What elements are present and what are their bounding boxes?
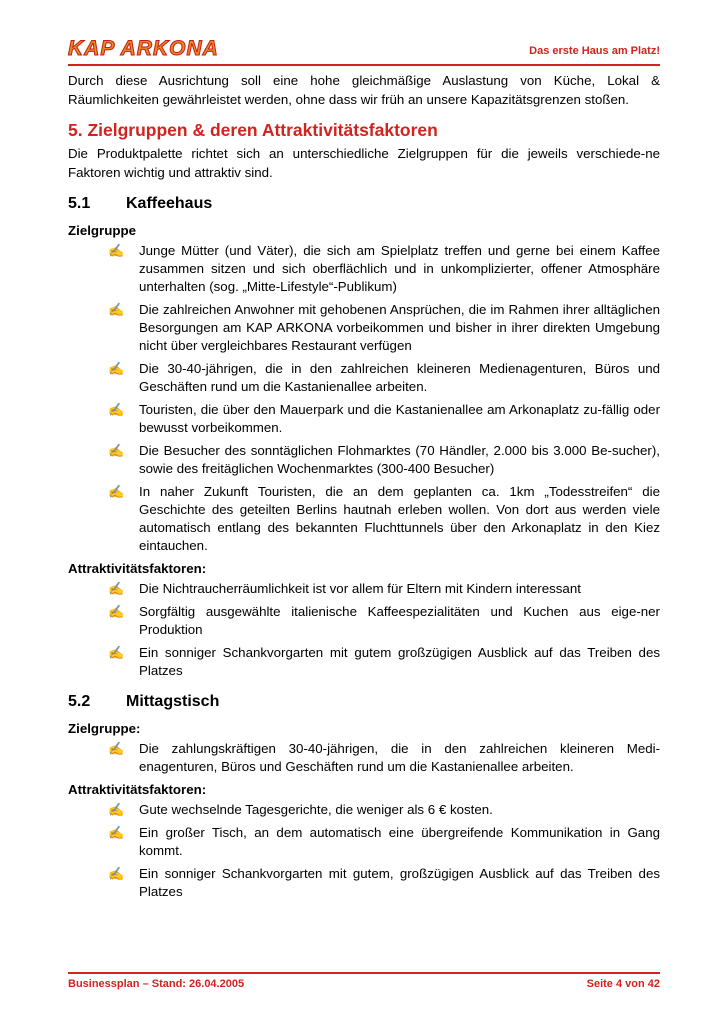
group-heading: Zielgruppe: <box>68 721 141 736</box>
section-number: 5.1 <box>68 195 91 212</box>
writing-hand-icon: ✍ <box>108 484 125 499</box>
header-tagline: Das erste Haus am Platz! <box>529 45 660 57</box>
list-item: ✍ Touristen, die über den Mauerpark und die Kastanienallee am Arkonaplatz zu-fällig oder bewusst vorbeikommen. <box>108 402 660 435</box>
bullet-list <box>68 740 660 776</box>
writing-hand-icon: ✍ <box>108 243 125 258</box>
section-number: 5.2 <box>68 693 91 710</box>
list-item: ✍ Die Besucher des sonntäglichen Flohmarktes (70 Händler, 2.000 bis 3.000 Be-sucher), sowie des freitäglichen Wochenmarktes (300-400 Besucher) <box>108 443 660 476</box>
writing-hand-icon: ✍ <box>108 302 125 317</box>
writing-hand-icon: ✍ <box>108 802 125 817</box>
list-item: ✍ Sorgfältig ausgewählte italienische Kaffeespezialitäten und Kuchen aus eige-ner Produktion <box>108 604 660 637</box>
group-heading: Attraktivitätsfaktoren: <box>68 561 207 576</box>
header-divider <box>68 64 660 66</box>
chapter-lead: Die Produktpalette richtet sich an unterschiedliche Zielgruppen für die jeweils verschiede-ne Faktoren wichtig und attraktiv sind. <box>68 146 660 180</box>
section-title: Mittagstisch <box>126 693 220 710</box>
section-heading-5-1 <box>68 194 660 214</box>
writing-hand-icon: ✍ <box>108 825 125 840</box>
page-header <box>68 38 660 66</box>
footer-document-info: Businessplan – Stand: 26.04.2005 <box>68 978 245 990</box>
writing-hand-icon: ✍ <box>108 866 125 881</box>
bullet-list <box>68 242 660 555</box>
list-item: ✍ Gute wechselnde Tagesgerichte, die weniger als 6 € kosten. <box>108 802 493 817</box>
list-item: ✍ Ein großer Tisch, an dem automatisch eine übergreifende Kommunikation in Gang kommt. <box>108 825 660 858</box>
list-item: ✍ Ein sonniger Schankvorgarten mit gutem großzügigen Ausblick auf das Treiben des Platzes <box>108 645 660 678</box>
footer-page-number: Seite 4 von 42 <box>586 978 660 990</box>
writing-hand-icon: ✍ <box>108 443 125 458</box>
page-content <box>68 72 660 906</box>
kap-arkona-logo: KAP ARKONA <box>68 37 219 60</box>
list-item: ✍ Junge Mütter (und Väter), die sich am Spielplatz treffen und gerne bei einem Kaffee zusammen sitzen und sich oberflächlich und in unkomplizierter, offener Atmosphäre unterhalten (sog. „Mitte-Lifestyle“-Publikum) <box>108 243 660 294</box>
section-title: Kaffeehaus <box>126 195 213 212</box>
group-heading: Attraktivitätsfaktoren: <box>68 782 207 797</box>
bullet-list <box>68 580 660 680</box>
list-item: ✍ Die zahlungskräftigen 30-40-jährigen, die in den zahlreichen kleineren Medi-enagenturen, Büros und Geschäften rund um die Kastanienallee arbeiten. <box>108 741 660 774</box>
writing-hand-icon: ✍ <box>108 645 125 660</box>
chapter-title: 5. Zielgruppen & deren Attraktivitätsfaktoren <box>68 120 438 140</box>
list-item: ✍ Die zahlreichen Anwohner mit gehobenen Ansprüchen, die im Rahmen ihrer alltäglichen Besorgungen am KAP ARKONA vorbeikommen und bisher in ihrer direkten Umgebung nicht über vergleichbares Restaurant verfügen <box>108 302 660 353</box>
writing-hand-icon: ✍ <box>108 581 125 596</box>
writing-hand-icon: ✍ <box>108 402 125 417</box>
list-item: ✍ Die 30-40-jährigen, die in den zahlreichen kleineren Medienagenturen, Büros und Geschäften rund um die Kastanienallee arbeiten. <box>108 361 660 394</box>
list-item: ✍ Die Nichtraucherräumlichkeit ist vor allem für Eltern mit Kindern interessant <box>108 581 581 596</box>
list-item: ✍ In naher Zukunft Touristen, die an dem geplanten ca. 1km „Todesstreifen“ die Geschichte des geteilten Berlins hautnah erleben wollen. Von dort aus werden viele automatisch entlang des bekannten Fluchttunnels über den Arkonaplatz in den Kiez eintauchen. <box>108 484 660 553</box>
group-heading: Zielgruppe <box>68 223 136 238</box>
list-item: ✍ Ein sonniger Schankvorgarten mit gutem, großzügigen Ausblick auf das Treiben des Platzes <box>108 866 660 899</box>
writing-hand-icon: ✍ <box>108 361 125 376</box>
footer-divider <box>68 972 660 974</box>
writing-hand-icon: ✍ <box>108 604 125 619</box>
intro-paragraph: Durch diese Ausrichtung soll eine hohe gleichmäßige Auslastung von Küche, Lokal & Räumlichkeiten gewährleistet werden, ohne dass wir früh an unsere Kapazitätsgrenzen stoßen. <box>68 73 660 107</box>
writing-hand-icon: ✍ <box>108 741 125 756</box>
bullet-list <box>68 801 660 901</box>
section-heading-5-2 <box>68 692 660 712</box>
